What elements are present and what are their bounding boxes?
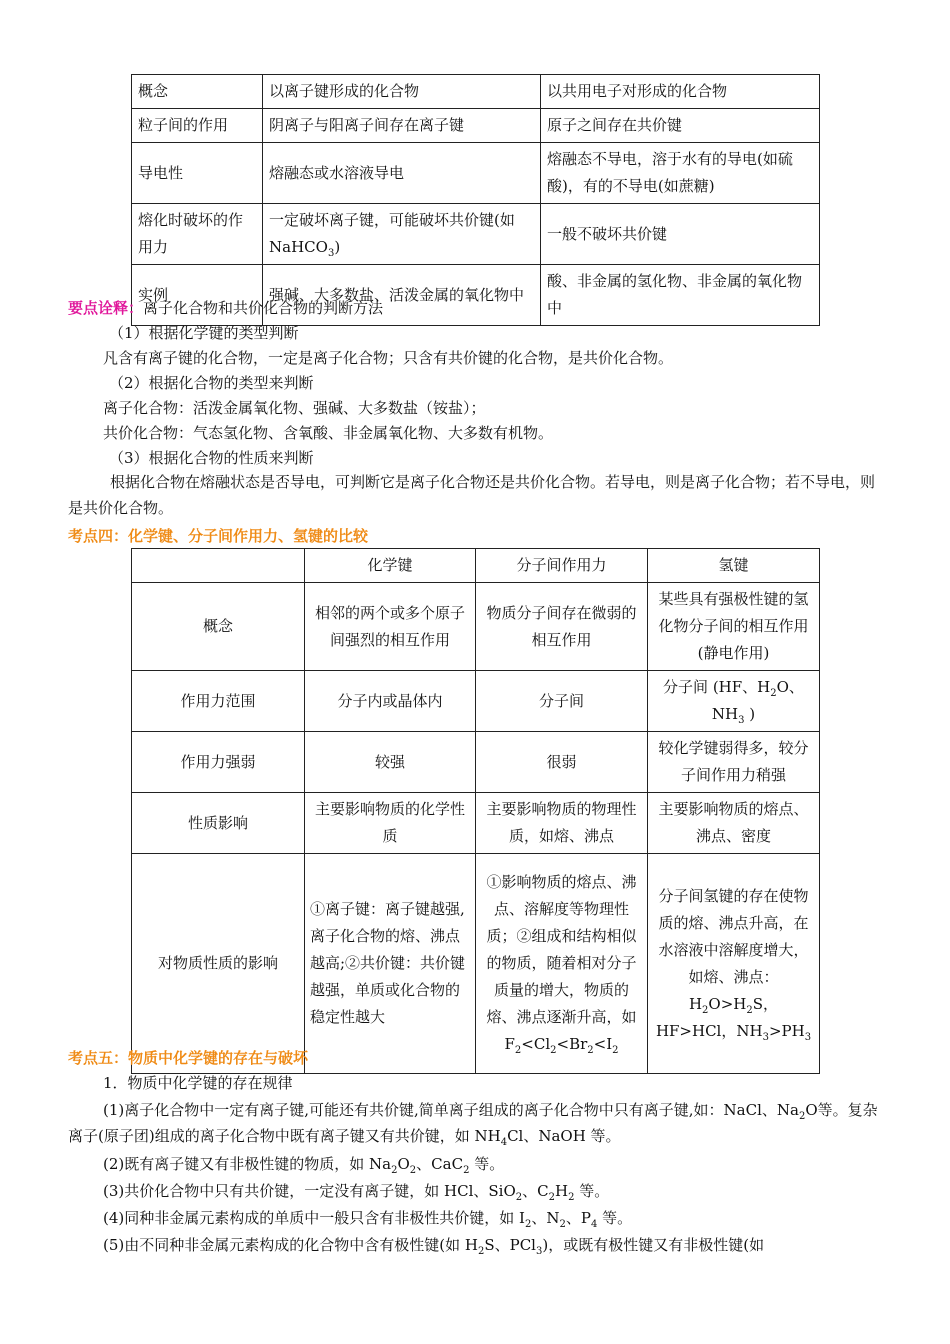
rule-5: (5)由不同种非金属元素构成的化合物中含有极性键(如 $H_2S$、PCl$_3$)，或既有极性键又有非极性键(如 <box>103 1236 765 1257</box>
intermolecular-force-cell: 主要影响物质的物理性质，如熔、沸点 <box>476 793 648 854</box>
table-row <box>132 109 820 143</box>
method-3-text: 根据化合物在熔融状态是否导电，可判断它是离子化合物还是共价化合物。若导电，则是离子化合物；若不导电，则是共价化合物。 <box>68 473 876 517</box>
heading-label: 要点诠释： <box>68 299 144 317</box>
table-row <box>132 732 820 793</box>
intermolecular-force-cell: ①影响物质的熔点、沸点、溶解度等物理性质；②组成和结构相似的物质，随着相对分子质量的增大，物质的熔、沸点逐渐升高，如 $F_2<Cl_2<Br_2<I_2$ <box>476 854 648 1074</box>
row-label: 粒子间的作用 <box>132 109 263 143</box>
covalent-cell: 一般不破坏共价键 <box>541 204 820 265</box>
header-cell: 分子间作用力 <box>476 549 648 583</box>
row-label: 作用力强弱 <box>132 732 305 793</box>
hydrogen-bond-cell: 较化学键弱得多，较分子间作用力稍强 <box>648 732 820 793</box>
header-cell: 氢键 <box>648 549 820 583</box>
heading-text: 离子化合物和共价化合物的判断方法 <box>143 299 384 317</box>
ionic-cell: 一定破坏离子键，可能破坏共价键(如 NaHCO$_3$) <box>263 204 541 265</box>
intermolecular-force-cell: 分子间 <box>476 671 648 732</box>
header-cell <box>132 549 305 583</box>
row-label: 熔化时破坏的作用力 <box>132 204 263 265</box>
rule-1: (1)离子化合物中一定有离子键,可能还有共价键,简单离子组成的离子化合物中只有离子键,如：NaCl、$Na_2O$等。复杂离子(原子团)组成的离子化合物中既有离子键又有共价键，如 $NH_4Cl$、NaOH 等。 <box>68 1101 878 1148</box>
ionic-cell: 以离子键形成的化合物 <box>263 75 541 109</box>
section5-heading: 考点五：物质中化学键的存在与破坏 <box>68 1049 309 1067</box>
table-row <box>132 793 820 854</box>
hydrogen-bond-cell: 分子间 (HF、$H_2O$、$NH_3$ ) <box>648 671 820 732</box>
hydrogen-bond-cell: 某些具有强极性键的氢化物分子间的相互作用(静电作用) <box>648 583 820 671</box>
hydrogen-bond-cell: 分子间氢键的存在使物质的熔、沸点升高，在水溶液中溶解度增大，如熔、沸点：$H_2O>H_2S$，HF>HCl，$NH_3>PH_3$ <box>648 854 820 1074</box>
table-row <box>132 583 820 671</box>
rule-2: (2)既有离子键又有非极性键的物质，如 $Na_2O_2$、CaC$_2$ 等。 <box>103 1155 505 1176</box>
method-3-title: （3）根据化合物的性质来判断 <box>109 449 314 467</box>
covalent-cell: 熔融态不导电，溶于水有的导电(如硫酸)，有的不导电(如蔗糖) <box>541 143 820 204</box>
section-heading <box>68 297 383 319</box>
ionic-covalent-comparison-table <box>131 74 820 326</box>
chemical-bond-cell: 主要影响物质的化学性质 <box>305 793 476 854</box>
row-label: 实例 <box>132 265 263 326</box>
ionic-cell: 阴离子与阳离子间存在离子键 <box>263 109 541 143</box>
rule-title: 1．物质中化学键的存在规律 <box>103 1074 293 1092</box>
table-row <box>132 854 820 1074</box>
header-cell: 化学键 <box>305 549 476 583</box>
covalent-cell: 原子之间存在共价键 <box>541 109 820 143</box>
bond-force-comparison-table <box>131 548 820 1074</box>
rule-4: (4)同种非金属元素构成的单质中一般只含有非极性共价键，如 $I_2$、$N_2$、$P_4$ 等。 <box>103 1209 633 1230</box>
method-2-title: （2）根据化合物的类型来判断 <box>109 374 314 392</box>
method-2-covalent: 共价化合物：气态氢化物、含氧酸、非金属氧化物、大多数有机物。 <box>103 424 554 442</box>
chemical-bond-cell: 分子内或晶体内 <box>305 671 476 732</box>
ionic-cell: 强碱、大多数盐、活泼金属的氧化物中 <box>263 265 541 326</box>
ionic-cell: 熔融态或水溶液导电 <box>263 143 541 204</box>
hydrogen-bond-cell: 主要影响物质的熔点、沸点、密度 <box>648 793 820 854</box>
row-label: 导电性 <box>132 143 263 204</box>
method-2-ionic: 离子化合物：活泼金属氧化物、强碱、大多数盐（铵盐）； <box>103 399 486 417</box>
table-row <box>132 143 820 204</box>
table-row <box>132 204 820 265</box>
row-label: 概念 <box>132 583 305 671</box>
row-label: 概念 <box>132 75 263 109</box>
table-row <box>132 75 820 109</box>
covalent-cell: 酸、非金属的氢化物、非金属的氧化物中 <box>541 265 820 326</box>
table-header-row <box>132 549 820 583</box>
method-1-text: 凡含有离子键的化合物，一定是离子化合物；只含有共价键的化合物，是共价化合物。 <box>103 349 674 367</box>
row-label: 性质影响 <box>132 793 305 854</box>
chemical-bond-cell: 较强 <box>305 732 476 793</box>
rule-3: (3)共价化合物中只有共价键，一定没有离子键，如 HCl、SiO$_2$、$C_2H_2$ 等。 <box>103 1182 610 1203</box>
intermolecular-force-cell: 物质分子间存在微弱的相互作用 <box>476 583 648 671</box>
chemical-bond-cell: ①离子键：离子键越强,离子化合物的熔、沸点越高;②共价键：共价键越强，单质或化合物的稳定性越大 <box>305 854 476 1074</box>
intermolecular-force-cell: 很弱 <box>476 732 648 793</box>
chemical-bond-cell: 相邻的两个或多个原子间强烈的相互作用 <box>305 583 476 671</box>
row-label: 对物质性质的影响 <box>132 854 305 1074</box>
table-row <box>132 671 820 732</box>
row-label: 作用力范围 <box>132 671 305 732</box>
section4-heading: 考点四：化学键、分子间作用力、氢键的比较 <box>68 527 369 545</box>
method-1-title: （1）根据化学键的类型判断 <box>109 324 299 342</box>
covalent-cell: 以共用电子对形成的化合物 <box>541 75 820 109</box>
